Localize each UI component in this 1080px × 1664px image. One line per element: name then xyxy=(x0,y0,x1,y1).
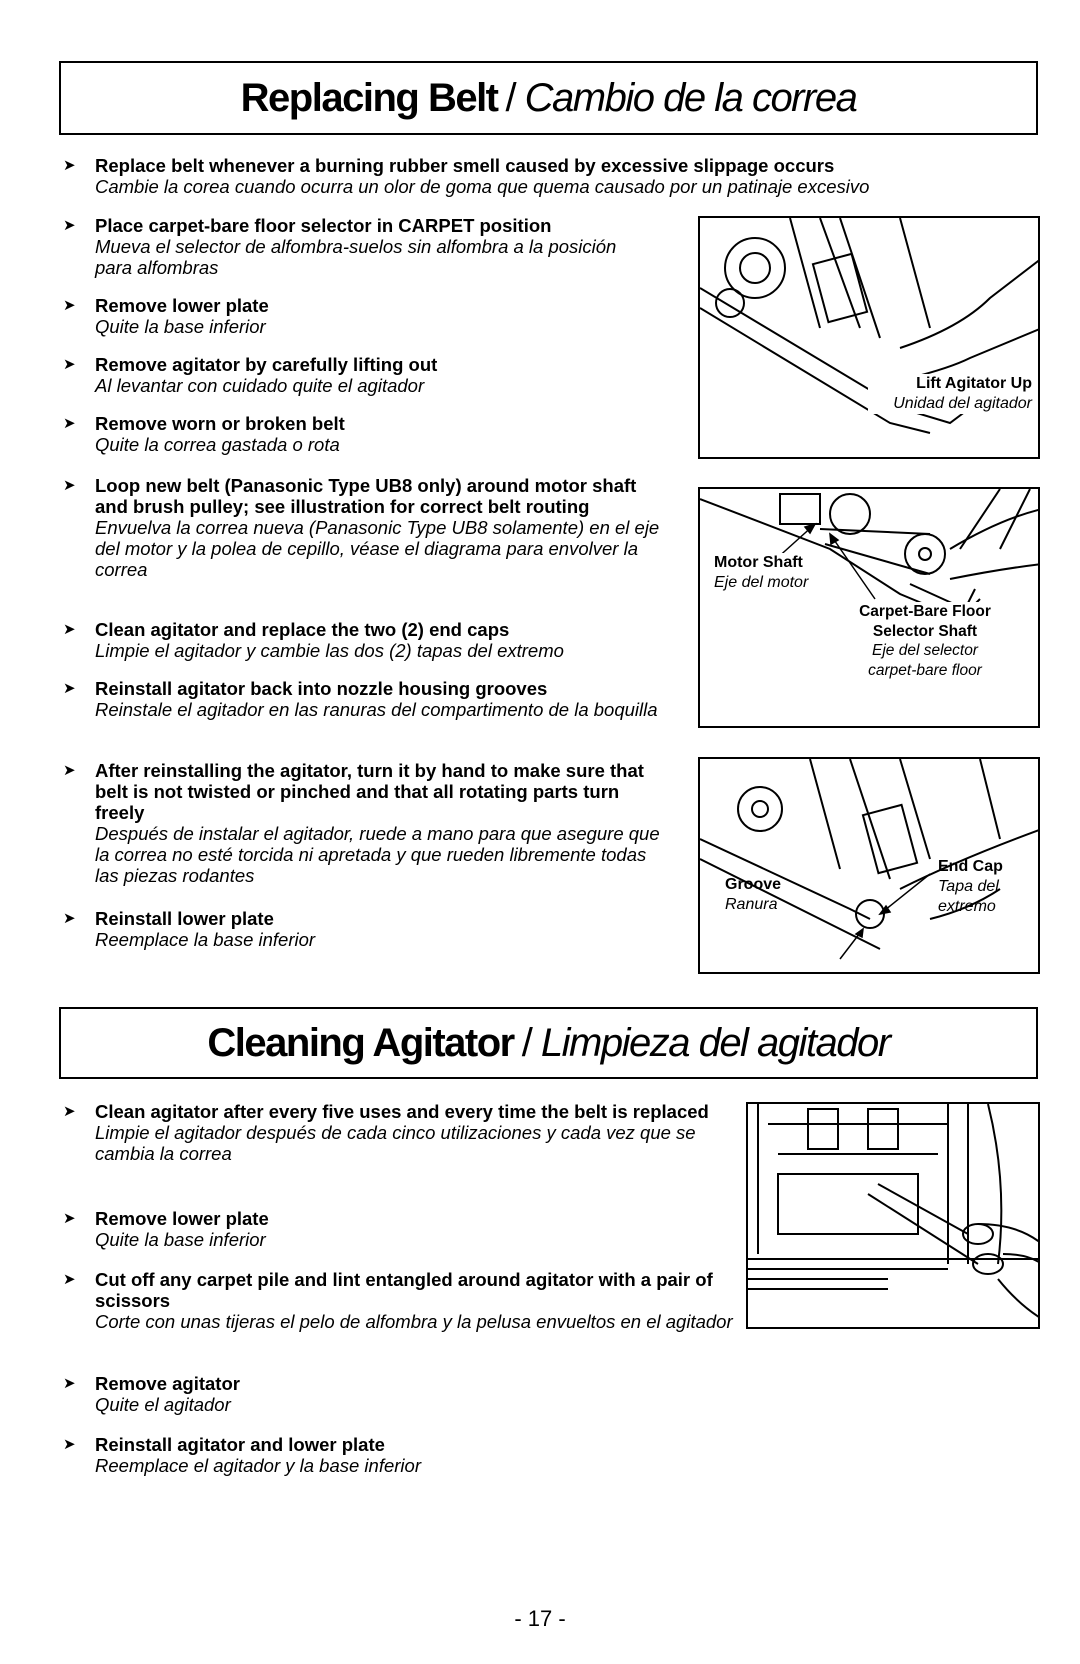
caption-end-cap xyxy=(938,857,1003,917)
caption-en: Lift Agitator Up xyxy=(916,375,1032,392)
caption-es: Unidad del agitador xyxy=(893,395,1032,412)
figure-lift-agitator xyxy=(698,216,1040,459)
arrow-bullet-icon: ➤ xyxy=(63,157,76,174)
step-es: Después de instalar el agitador, ruede a mano para que asegure que la correa no esté torcida ni apretada y que rueden libremente todas las piezas rodantes xyxy=(95,823,660,886)
step-en: Remove lower plate xyxy=(95,295,269,316)
arrow-bullet-icon: ➤ xyxy=(63,217,76,234)
step-item xyxy=(63,475,663,580)
step-item xyxy=(63,908,623,950)
vacuum-nozzle-illustration xyxy=(700,218,1040,459)
step-es: Reemplace el agitador y la base inferior xyxy=(95,1455,421,1476)
section-title-cleaning-agitator xyxy=(59,1007,1038,1079)
step-en: Replace belt whenever a burning rubber smell caused by excessive slippage occurs xyxy=(95,155,835,176)
page-number: - 17 - xyxy=(514,1606,566,1631)
arrow-bullet-icon: ➤ xyxy=(63,1375,76,1392)
step-item xyxy=(63,413,623,455)
step-item xyxy=(63,1101,743,1164)
scissors-agitator-illustration xyxy=(748,1104,1040,1329)
step-en: Remove worn or broken belt xyxy=(95,413,345,434)
step-en: Clean agitator after every five uses and every time the belt is replaced xyxy=(95,1101,709,1122)
step-es: Reemplace la base inferior xyxy=(95,929,316,950)
arrow-bullet-icon: ➤ xyxy=(63,1436,76,1453)
step-es: Quite el agitador xyxy=(95,1394,231,1415)
step-en: Loop new belt (Panasonic Type UB8 only) around motor shaft and brush pulley; see illustration for correct belt routing xyxy=(95,475,637,517)
arrow-bullet-icon: ➤ xyxy=(63,762,76,779)
step-en: Clean agitator and replace the two (2) end caps xyxy=(95,619,510,640)
step-en: Remove agitator by carefully lifting out xyxy=(95,354,438,375)
step-es: Quite la base inferior xyxy=(95,1229,266,1250)
title-es: Cambio de la correa xyxy=(524,75,857,120)
arrow-bullet-icon: ➤ xyxy=(63,680,76,697)
step-item xyxy=(63,155,1023,197)
step-item xyxy=(63,1373,703,1415)
step-es: Corte con unas tijeras el pelo de alfombra y la pelusa envueltos en el agitador xyxy=(95,1311,733,1332)
arrow-bullet-icon: ➤ xyxy=(63,477,76,494)
step-es: Envuelva la correa nueva (Panasonic Type UB8 solamente) en el eje del motor y la polea de cepillo, véase el diagrama para envolver la correa xyxy=(95,517,660,580)
caption-en: End Cap xyxy=(938,858,1003,875)
step-es: Reinstale el agitador en las ranuras del compartimento de la boquilla xyxy=(95,699,658,720)
arrow-bullet-icon: ➤ xyxy=(63,1210,76,1227)
caption-es: Tapa del xyxy=(938,878,999,895)
step-item xyxy=(63,1208,703,1250)
title-separator: / xyxy=(521,1020,533,1065)
step-item xyxy=(63,1269,743,1332)
title-separator: / xyxy=(505,75,517,120)
caption-motor-shaft xyxy=(714,553,808,593)
step-en: After reinstalling the agitator, turn it by hand to make sure that belt is not twisted or pinched and that all rotating parts turn freely xyxy=(95,760,644,823)
caption-en: Carpet-Bare Floor xyxy=(859,603,991,620)
arrow-bullet-icon: ➤ xyxy=(63,621,76,638)
step-item xyxy=(63,215,623,278)
step-en: Reinstall agitator back into nozzle housing grooves xyxy=(95,678,548,699)
step-es: Quite la base inferior xyxy=(95,316,266,337)
caption-es: carpet-bare floor xyxy=(868,661,982,679)
step-item xyxy=(63,354,623,396)
arrow-bullet-icon: ➤ xyxy=(63,356,76,373)
figure-belt-routing xyxy=(698,487,1040,728)
step-es: Cambie la corea cuando ocurra un olor de goma que quema causado por un patinaje excesivo xyxy=(95,176,870,197)
arrow-bullet-icon: ➤ xyxy=(63,415,76,432)
arrow-bullet-icon: ➤ xyxy=(63,1103,76,1120)
arrow-bullet-icon: ➤ xyxy=(63,910,76,927)
step-es: Limpie el agitador después de cada cinco utilizaciones y cada vez que se cambia la correa xyxy=(95,1122,696,1164)
caption-es: Eje del motor xyxy=(714,574,809,591)
arrow-bullet-icon: ➤ xyxy=(63,1271,76,1288)
title-en: Cleaning Agitator xyxy=(207,1020,514,1065)
title-en: Replacing Belt xyxy=(240,75,498,120)
caption-en: Groove xyxy=(725,876,782,893)
caption-es: extremo xyxy=(938,898,996,915)
caption-es: Ranura xyxy=(725,896,778,913)
caption-lift-agitator xyxy=(868,374,1032,414)
figure-end-cap xyxy=(698,757,1040,974)
step-item xyxy=(63,678,663,720)
step-item xyxy=(63,760,663,886)
step-en: Remove agitator xyxy=(95,1373,240,1394)
step-es: Mueva el selector de alfombra-suelos sin alfombra a la posición para alfombras xyxy=(95,236,617,278)
caption-en: Motor Shaft xyxy=(714,554,803,571)
caption-selector-shaft xyxy=(820,602,1030,680)
step-item xyxy=(63,619,683,661)
section-title-replacing-belt xyxy=(59,61,1038,135)
step-item xyxy=(63,295,623,337)
figure-cutting-lint xyxy=(746,1102,1040,1329)
step-en: Cut off any carpet pile and lint entangled around agitator with a pair of scissors xyxy=(95,1269,713,1311)
step-en: Remove lower plate xyxy=(95,1208,269,1229)
caption-es: Eje del selector xyxy=(872,642,978,659)
arrow-bullet-icon: ➤ xyxy=(63,297,76,314)
step-item xyxy=(63,1434,703,1476)
caption-en: Selector Shaft xyxy=(872,622,978,640)
step-en: Place carpet-bare floor selector in CARPET position xyxy=(95,215,552,236)
step-en: Reinstall lower plate xyxy=(95,908,274,929)
step-es: Limpie el agitador y cambie las dos (2) tapas del extremo xyxy=(95,640,564,661)
title-es: Limpieza del agitador xyxy=(540,1020,890,1065)
step-es: Quite la correa gastada o rota xyxy=(95,434,340,455)
caption-groove xyxy=(725,875,781,915)
step-en: Reinstall agitator and lower plate xyxy=(95,1434,385,1455)
step-es: Al levantar con cuidado quite el agitador xyxy=(95,375,425,396)
